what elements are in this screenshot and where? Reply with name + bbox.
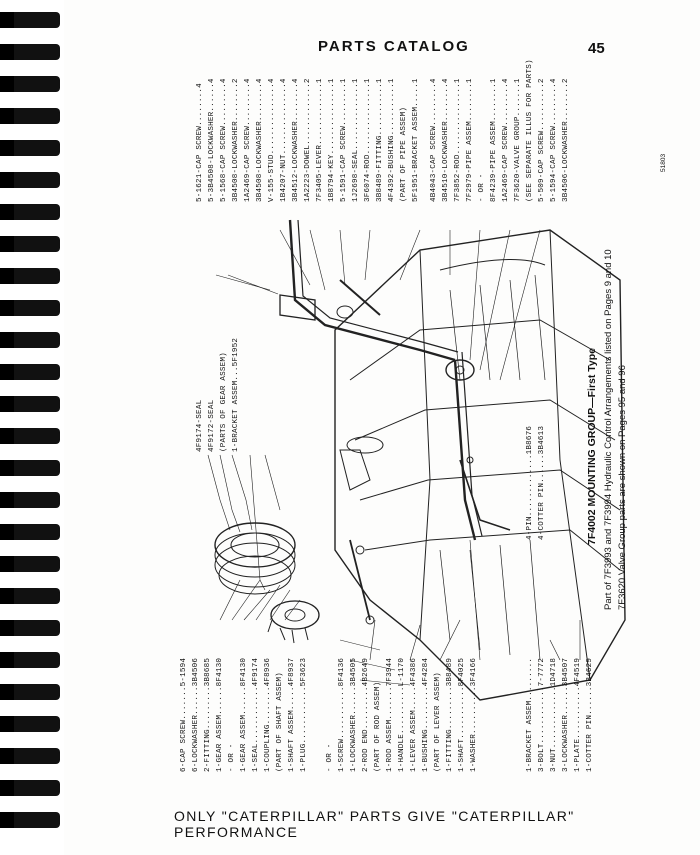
callout-label: 5F1951-BRACKET ASSEM.....1 [412,78,420,202]
callout-label: 6-CAP SCREW.......5-1594 [180,657,188,772]
callout-label: 7F3852-ROD...............1 [454,78,462,202]
callout-label: 1-GEAR ASSEM......8F4130 [240,657,248,772]
callout-label: 4-COTTER PIN......3B4613 [538,425,546,540]
callout-label: (PART OF LEVER ASSEM) [434,672,442,772]
binding-ring [0,204,60,220]
binding-ring [0,396,60,412]
callout-label: 1A2469-CAP SCREW.........4 [502,78,510,202]
callout-label: 5-1594-CAP SCREW.........4 [550,78,558,202]
binding-ring [0,332,60,348]
callout-label: 1-BUSHING.........4F4284 [422,657,430,772]
callout-label: 1-PLUG............5F3623 [300,657,308,772]
callout-label: 4F4392-BUSHING...........1 [388,78,396,202]
callout-label: 1-ROD ASSEM.......7F3944 [386,657,394,772]
binding-ring [0,812,60,828]
binding-ring [0,76,60,92]
callout-label: 3B4510-LOCKWASHER........4 [442,78,450,202]
binding-ring [0,588,60,604]
callout-label: 1-WASHER..........3F4166 [470,657,478,772]
page-number: 45 [588,40,605,57]
binding-ring [0,12,60,28]
callout-label: 3-LOCKWASHER......3B4507 [562,657,570,772]
binding-ring [0,268,60,284]
callout-label: 1-BRACKET ASSEM...5F1952 [232,337,240,452]
callout-label: 3B4508-LOCKWASHER........2 [232,78,240,202]
binding-ring [0,716,60,732]
binding-ring [0,492,60,508]
binding-ring [0,620,60,636]
callout-label: 1-LOCKWASHER......3B4505 [350,657,358,772]
callout-label: 1-SHAFT...........8F4025 [458,657,466,772]
binding-ring [0,364,60,380]
callout-label: 1B4207-NUT...............4 [280,78,288,202]
callout-label: 1J2698-SEAL..............1 [352,78,360,202]
callout-label: 5-1621-CAP SCREW........4 [196,83,204,202]
callout-label: 7F3405-LEVER.............1 [316,78,324,202]
callout-label: 1-SHAFT ASSEM.....4F8937 [288,657,296,772]
callout-label: 3-BOLT............7-7772 [538,657,546,772]
callout-label: 4B4043-CAP SCREW.........4 [430,78,438,202]
figure-caption-line-1: Part of 7F3993 and 7F3994 Hydraulic Control Arrangements listed on Pages 9 and 10 [603,249,614,610]
callout-label: (PART OF SHAFT ASSEM) [276,672,284,772]
callout-label: 3B4508-LOCKWASHER........4 [256,78,264,202]
binding-ring [0,460,60,476]
binding-ring [0,108,60,124]
callout-label: 5-1591-CAP SCREW.........1 [340,78,348,202]
callout-label: 3B8489-FITTING...........1 [376,78,384,202]
binding-ring [0,172,60,188]
binding-ring [0,524,60,540]
callout-label: 5-509-CAP SCREW..........2 [538,78,546,202]
callout-label: (PARTS OF GEAR ASSEM) [220,352,228,452]
callout-label: 1A2223-DOWEL.............2 [304,78,312,202]
callout-label: 1-SEAL............4F9174 [252,657,260,772]
spiral-binding [0,0,64,855]
binding-ring [0,140,60,156]
callout-label: 6-LOCKWASHER......3B4506 [192,657,200,772]
callout-label: 4-PIN.............1B8676 [526,425,534,540]
callout-label: 2-ROD END.........4B2649 [362,657,370,772]
callout-label: 1A2469-CAP SCREW.........4 [244,78,252,202]
callout-label: 1-COUPLING........4F8936 [264,657,272,772]
binding-ring [0,300,60,316]
callout-label: - OR - [228,743,236,772]
binding-ring [0,44,60,60]
callout-label: 4F9172-SEAL [208,399,216,452]
callout-label: 5-3B4508-LOCKWASHER......4 [208,78,216,202]
callout-label: - OR - [478,173,486,202]
illustration-number: 51803 [660,153,667,172]
callout-label: 7F2979-PIPE ASSEM........1 [466,78,474,202]
binding-ring [0,684,60,700]
callout-label: (PART OF PIPE ASSEM) [400,106,408,202]
binding-ring [0,556,60,572]
callout-label: (PART OF ROD ASSEM) [374,681,382,772]
page-footer: ONLY "CATERPILLAR" PARTS GIVE "CATERPILLAR" PERFORMANCE [174,808,575,840]
binding-ring [0,780,60,796]
callout-label: 3B4512-LOCKWASHER........4 [292,78,300,202]
callout-label: V-155-STUD...............4 [268,78,276,202]
callout-label: 3B4506-LOCKWASHER........2 [562,78,570,202]
callout-label: 1-HANDLE..........L-1170 [398,657,406,772]
callout-label: 8F4239-PIPE ASSEM........1 [490,78,498,202]
callout-label: 1-PLATE...........4F4519 [574,657,582,772]
binding-ring [0,652,60,668]
callout-label: 4F9174-SEAL [196,399,204,452]
callout-label: 1B8794-KEY...............1 [328,78,336,202]
callout-label: 2-FITTING.........3B8685 [204,657,212,772]
callout-label: (SEE SEPARATE ILLUS FOR PARTS) [526,59,534,202]
callout-label: - OR - [326,743,334,772]
figure-caption-title: 7F4002 MOUNTING GROUP—First Type [586,347,598,545]
callout-label: 5-1568-CAP SCREW.........4 [220,78,228,202]
figure-caption-line-2: 7F3620 Valve Group parts are shown on Pages 95 and 96 [617,365,628,610]
binding-ring [0,428,60,444]
binding-ring [0,748,60,764]
callout-label: 3F6074-ROD...............1 [364,78,372,202]
callout-label: 1-LEVER ASSEM.....4F4386 [410,657,418,772]
callout-label: 3-NUT.............1D4718 [550,657,558,772]
binding-ring [0,236,60,252]
page-header-title: PARTS CATALOG [318,38,470,55]
callout-label: 1-SCREW...........8F4136 [338,657,346,772]
callout-label: 7F3620-VALVE GROUP.......1 [514,78,522,202]
callout-label: 1-FITTING.........3B8489 [446,657,454,772]
callout-label: 1-BRACKET ASSEM......... [526,657,534,772]
callout-label: 1-GEAR ASSEM......8F4130 [216,657,224,772]
callout-label: 1-COTTER PIN......3B4629 [586,657,594,772]
